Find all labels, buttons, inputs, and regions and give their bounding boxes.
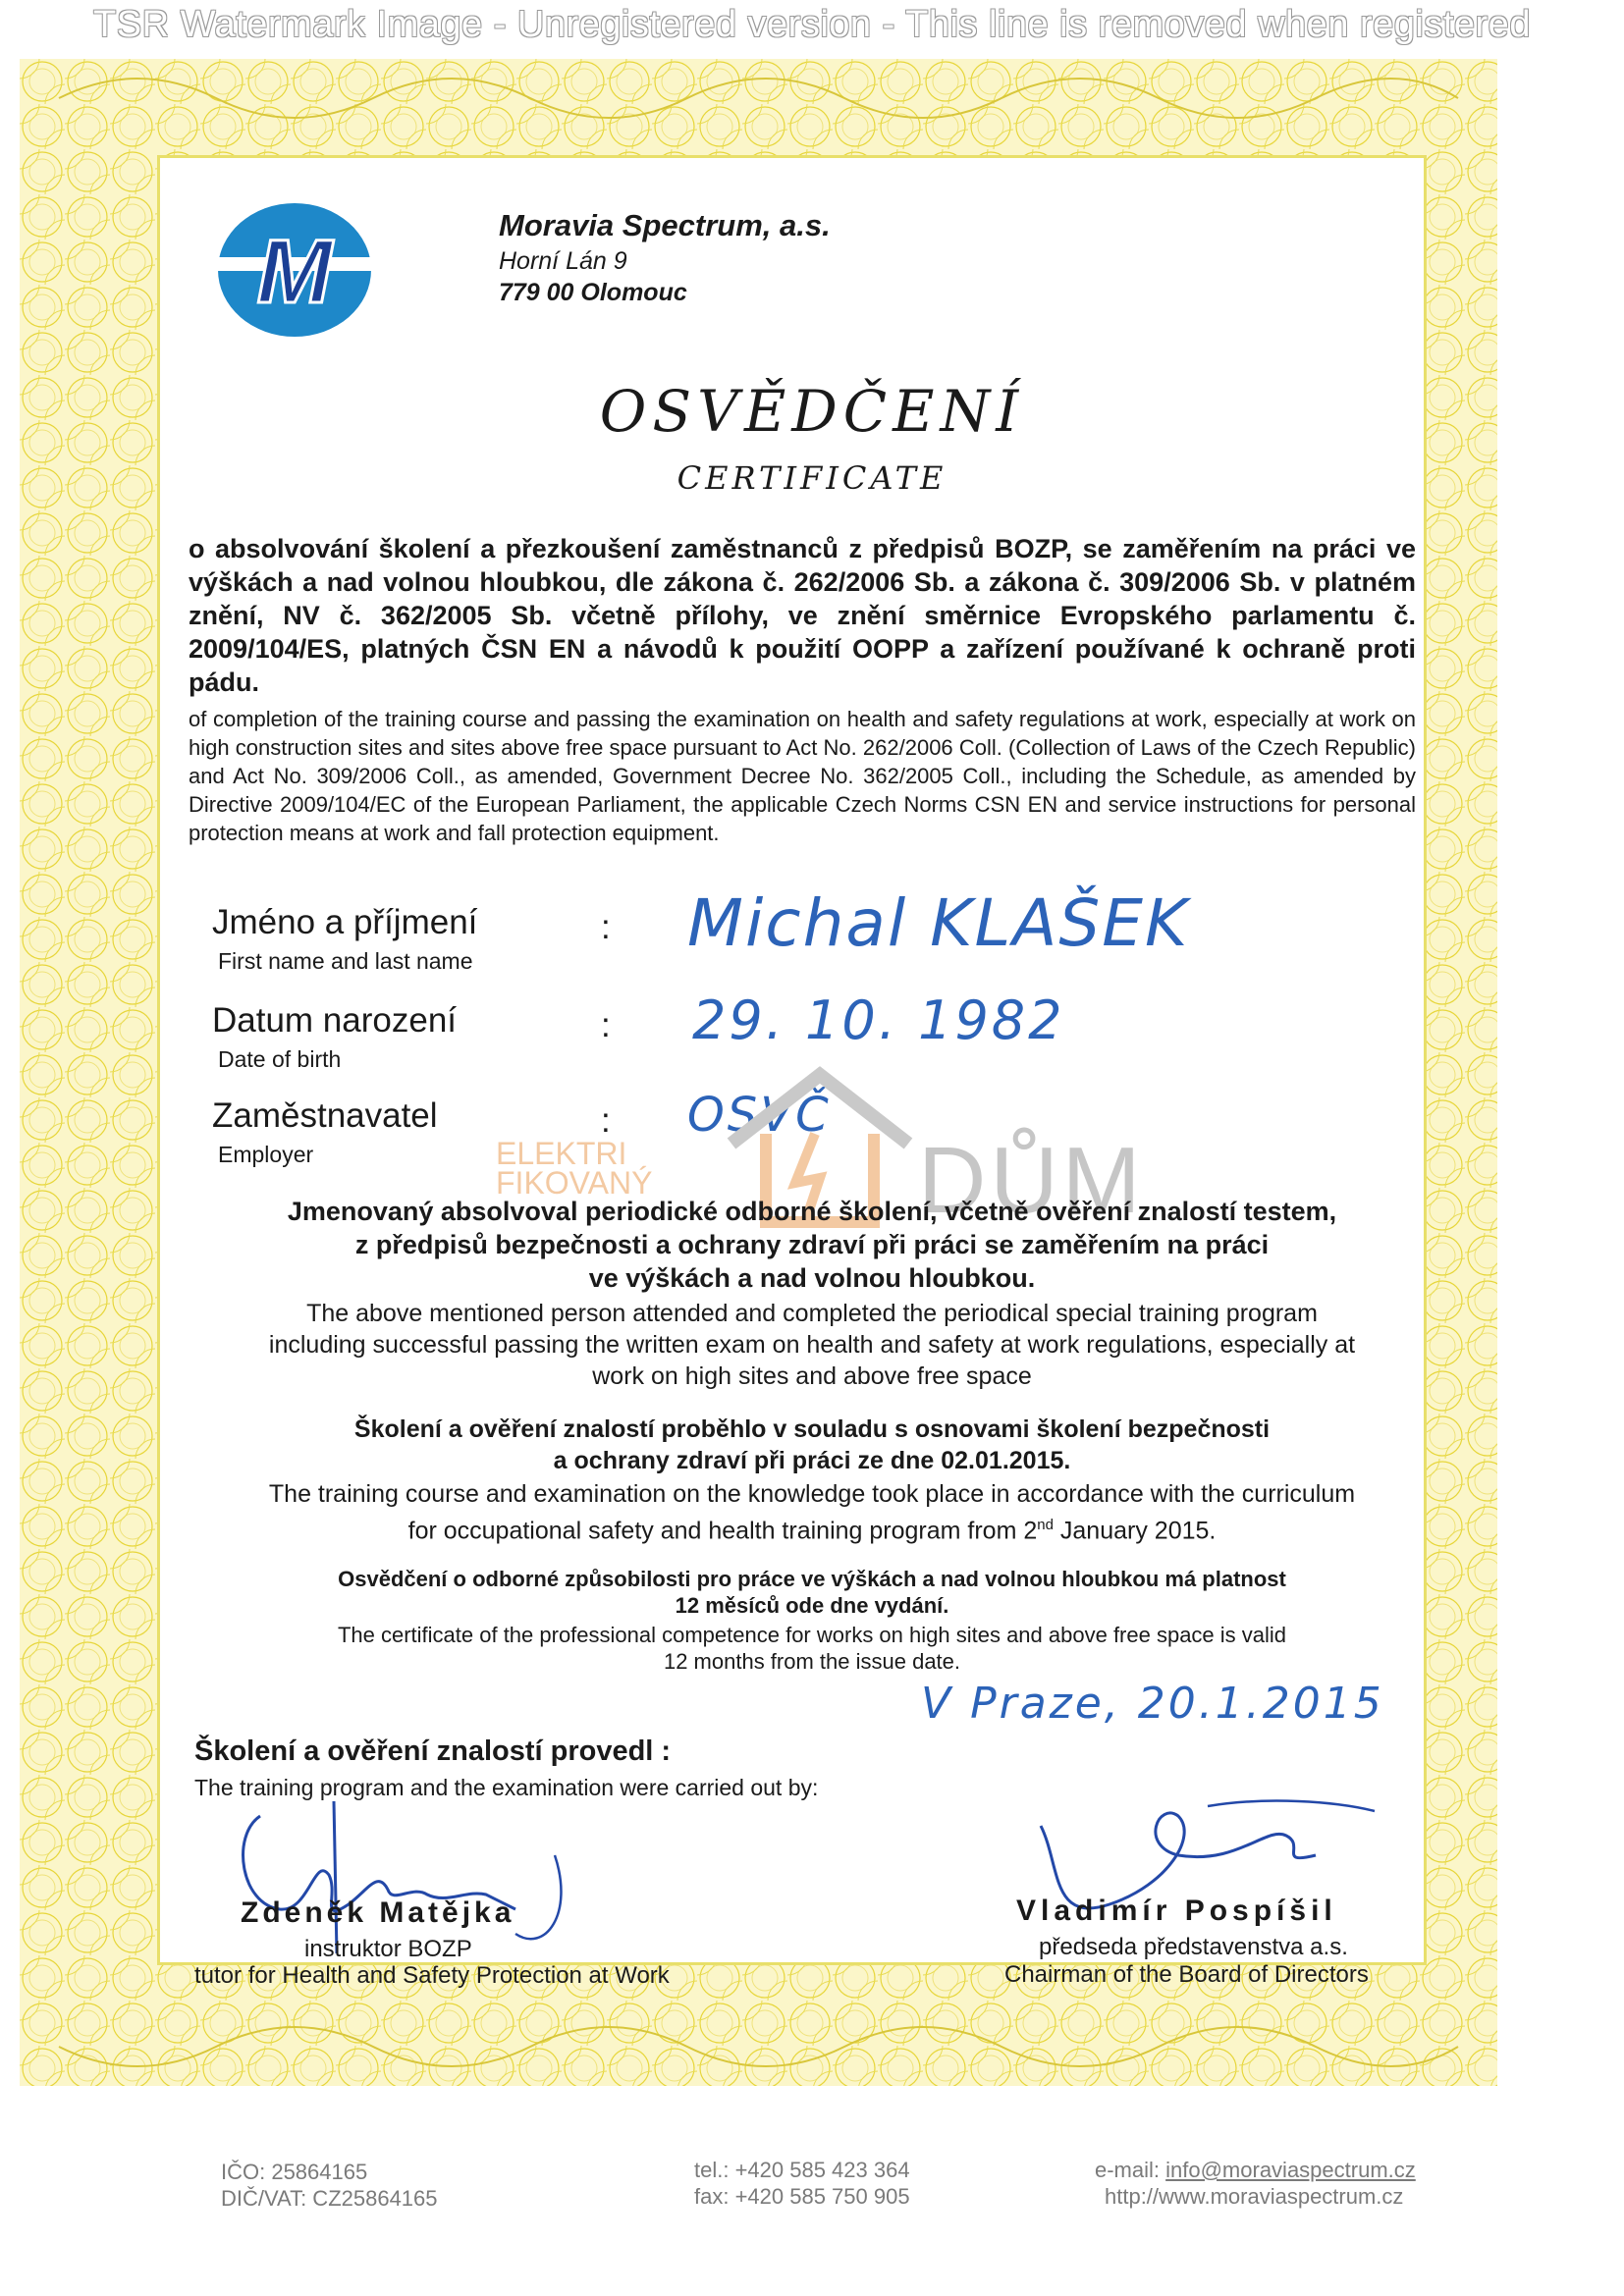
field-colon: : [601, 908, 611, 946]
footer-email-label: e-mail: [1095, 2158, 1166, 2182]
training-czech [157, 1414, 1467, 1476]
signer-right-name: Vladimír Pospíšil [1016, 1895, 1337, 1927]
field-colon: : [601, 1006, 611, 1044]
validity-cz-line2: 12 měsíců ode dne vydání. [675, 1593, 949, 1618]
field-colon: : [601, 1101, 611, 1140]
watermark-text-line2: FIKOVANÝ [496, 1165, 653, 1201]
validity-czech [157, 1566, 1467, 1619]
field-value-employer: OSVČ [687, 1088, 832, 1143]
performed-by-czech: Školení a ověření znalostí provedl : [194, 1735, 672, 1767]
training-cz-line1: Školení a ověření znalostí proběhlo v souladu s osnovami školení bezpečnosti [353, 1415, 1271, 1443]
field-sublabel-birthdate: Date of birth [218, 1046, 342, 1072]
certificate-subtitle: CERTIFICATE [677, 459, 947, 497]
validity-english [157, 1622, 1467, 1675]
watermark-banner: TSR Watermark Image - Unregistered version - This line is removed when registered [93, 4, 1531, 45]
footer-email-line [1095, 2158, 1416, 2183]
field-value-name: Michal KLAŠEK [687, 885, 1190, 961]
training-en-line2 [157, 1510, 1467, 1546]
field-sublabel-name: First name and last name [218, 948, 473, 974]
place-and-date: V Praze, 20.1.2015 [921, 1679, 1384, 1729]
training-english [157, 1478, 1467, 1546]
statement-cz-line2: z předpisů bezpečnosti a ochrany zdraví při práci se zaměřením na práci [354, 1230, 1270, 1259]
training-en-line2a: for occupational safety and health training program from 2 [407, 1517, 1038, 1545]
training-en-line1: The training course and examination on the knowledge took place in accordance with the curriculum [268, 1480, 1356, 1508]
signer-right-role-en: Chairman of the Board of Directors [1004, 1961, 1369, 1988]
footer-web[interactable]: http://www.moraviaspectrum.cz [1105, 2184, 1404, 2209]
watermark-text-right: DŮM [918, 1128, 1145, 1233]
performed-by-english: The training program and the examination were carried out by: [194, 1775, 819, 1800]
statement-czech [157, 1195, 1467, 1295]
company-name: Moravia Spectrum, a.s. [499, 208, 831, 242]
signer-left-role-cz: instruktor BOZP [304, 1936, 472, 1962]
footer-ico: IČO: 25864165 [221, 2160, 368, 2184]
statement-cz-line1: Jmenovaný absolvoval periodické odborné školení, včetně ověření znalostí testem, [287, 1197, 1337, 1226]
footer-tel: tel.: +420 585 423 364 [694, 2158, 910, 2182]
ordinal-suffix: nd [1037, 1517, 1054, 1533]
statement-en-line1: The above mentioned person attended and completed the periodical special training program [306, 1300, 1318, 1327]
intro-czech: o absolvování školení a přezkoušení zaměstnanců z předpisů BOZP, se zaměřením na práci ve výškách a nad volnou hloubkou, dle zákona č. 262/2006 Sb. a zákona č. 309/2006 Sb. v platném znění, NV č. 362/2005 Sb. včetně přílohy, ve znění směrnice Evropského parlamentu č. 2009/104/ES, platných ČSN EN a návodů k použití OOPP a zařízení používané k ochraně proti pádu. [189, 534, 1416, 697]
company-street: Horní Lán 9 [499, 247, 627, 275]
watermark-text-line1: ELEKTRI [496, 1136, 627, 1171]
field-label-name: Jméno a příjmení [212, 903, 478, 941]
validity-en-line1: The certificate of the professional competence for works on high sites and above free space is valid [337, 1623, 1287, 1647]
company-city: 779 00 Olomouc [499, 279, 687, 306]
signer-right-role-cz: předseda představenstva a.s. [1039, 1934, 1348, 1960]
field-label-birthdate: Datum narození [212, 1001, 458, 1040]
watermark-text-left [496, 1136, 653, 1201]
footer-dic: DIČ/VAT: CZ25864165 [221, 2186, 438, 2211]
statement-en-line2: including successful passing the written exam on health and safety at work regulations, especially at [268, 1331, 1356, 1359]
certificate-title: OSVĚDČENÍ [599, 378, 1025, 445]
signer-left-role-en: tutor for Health and Safety Protection at Work [194, 1962, 670, 1989]
statement-english [157, 1298, 1467, 1392]
footer-email-link[interactable]: info@moraviaspectrum.cz [1165, 2158, 1416, 2182]
field-label-employer: Zaměstnavatel [212, 1096, 438, 1135]
validity-en-line2: 12 months from the issue date. [663, 1649, 961, 1674]
statement-en-line3: work on high sites and above free space [592, 1362, 1032, 1390]
field-sublabel-employer: Employer [218, 1142, 314, 1167]
signer-left-name: Zdeněk Matějka [241, 1896, 515, 1929]
training-cz-line2: a ochrany zdraví při práci ze dne 02.01.2015. [553, 1447, 1071, 1474]
field-value-birthdate: 29. 10. 1982 [692, 989, 1065, 1051]
intro-english: of completion of the training course and passing the examination on health and safety regulations at work, especially at work on high construction sites and sites above free space pursuant to Act No. 262/2006 Coll. (Collection of Laws of the Czech Republic) and Act No. 309/2006 Coll., as amended, Government Decree No. 362/2005 Coll., including the Schedule, as amended by Directive 2009/104/EC of the European Parliament, the applicable Czech Norms CSN EN and service instructions for personal protection means at work and fall protection equipment. [189, 707, 1416, 845]
statement-cz-line3: ve výškách a nad volnou hloubkou. [588, 1263, 1036, 1293]
validity-cz-line1: Osvědčení o odborné způsobilosti pro práce ve výškách a nad volnou hloubkou má platnost [338, 1567, 1286, 1591]
company-logo [211, 196, 378, 344]
footer-fax: fax: +420 585 750 905 [694, 2184, 910, 2209]
training-en-line2b: January 2015. [1053, 1517, 1217, 1545]
logo-letter: M [256, 222, 333, 322]
